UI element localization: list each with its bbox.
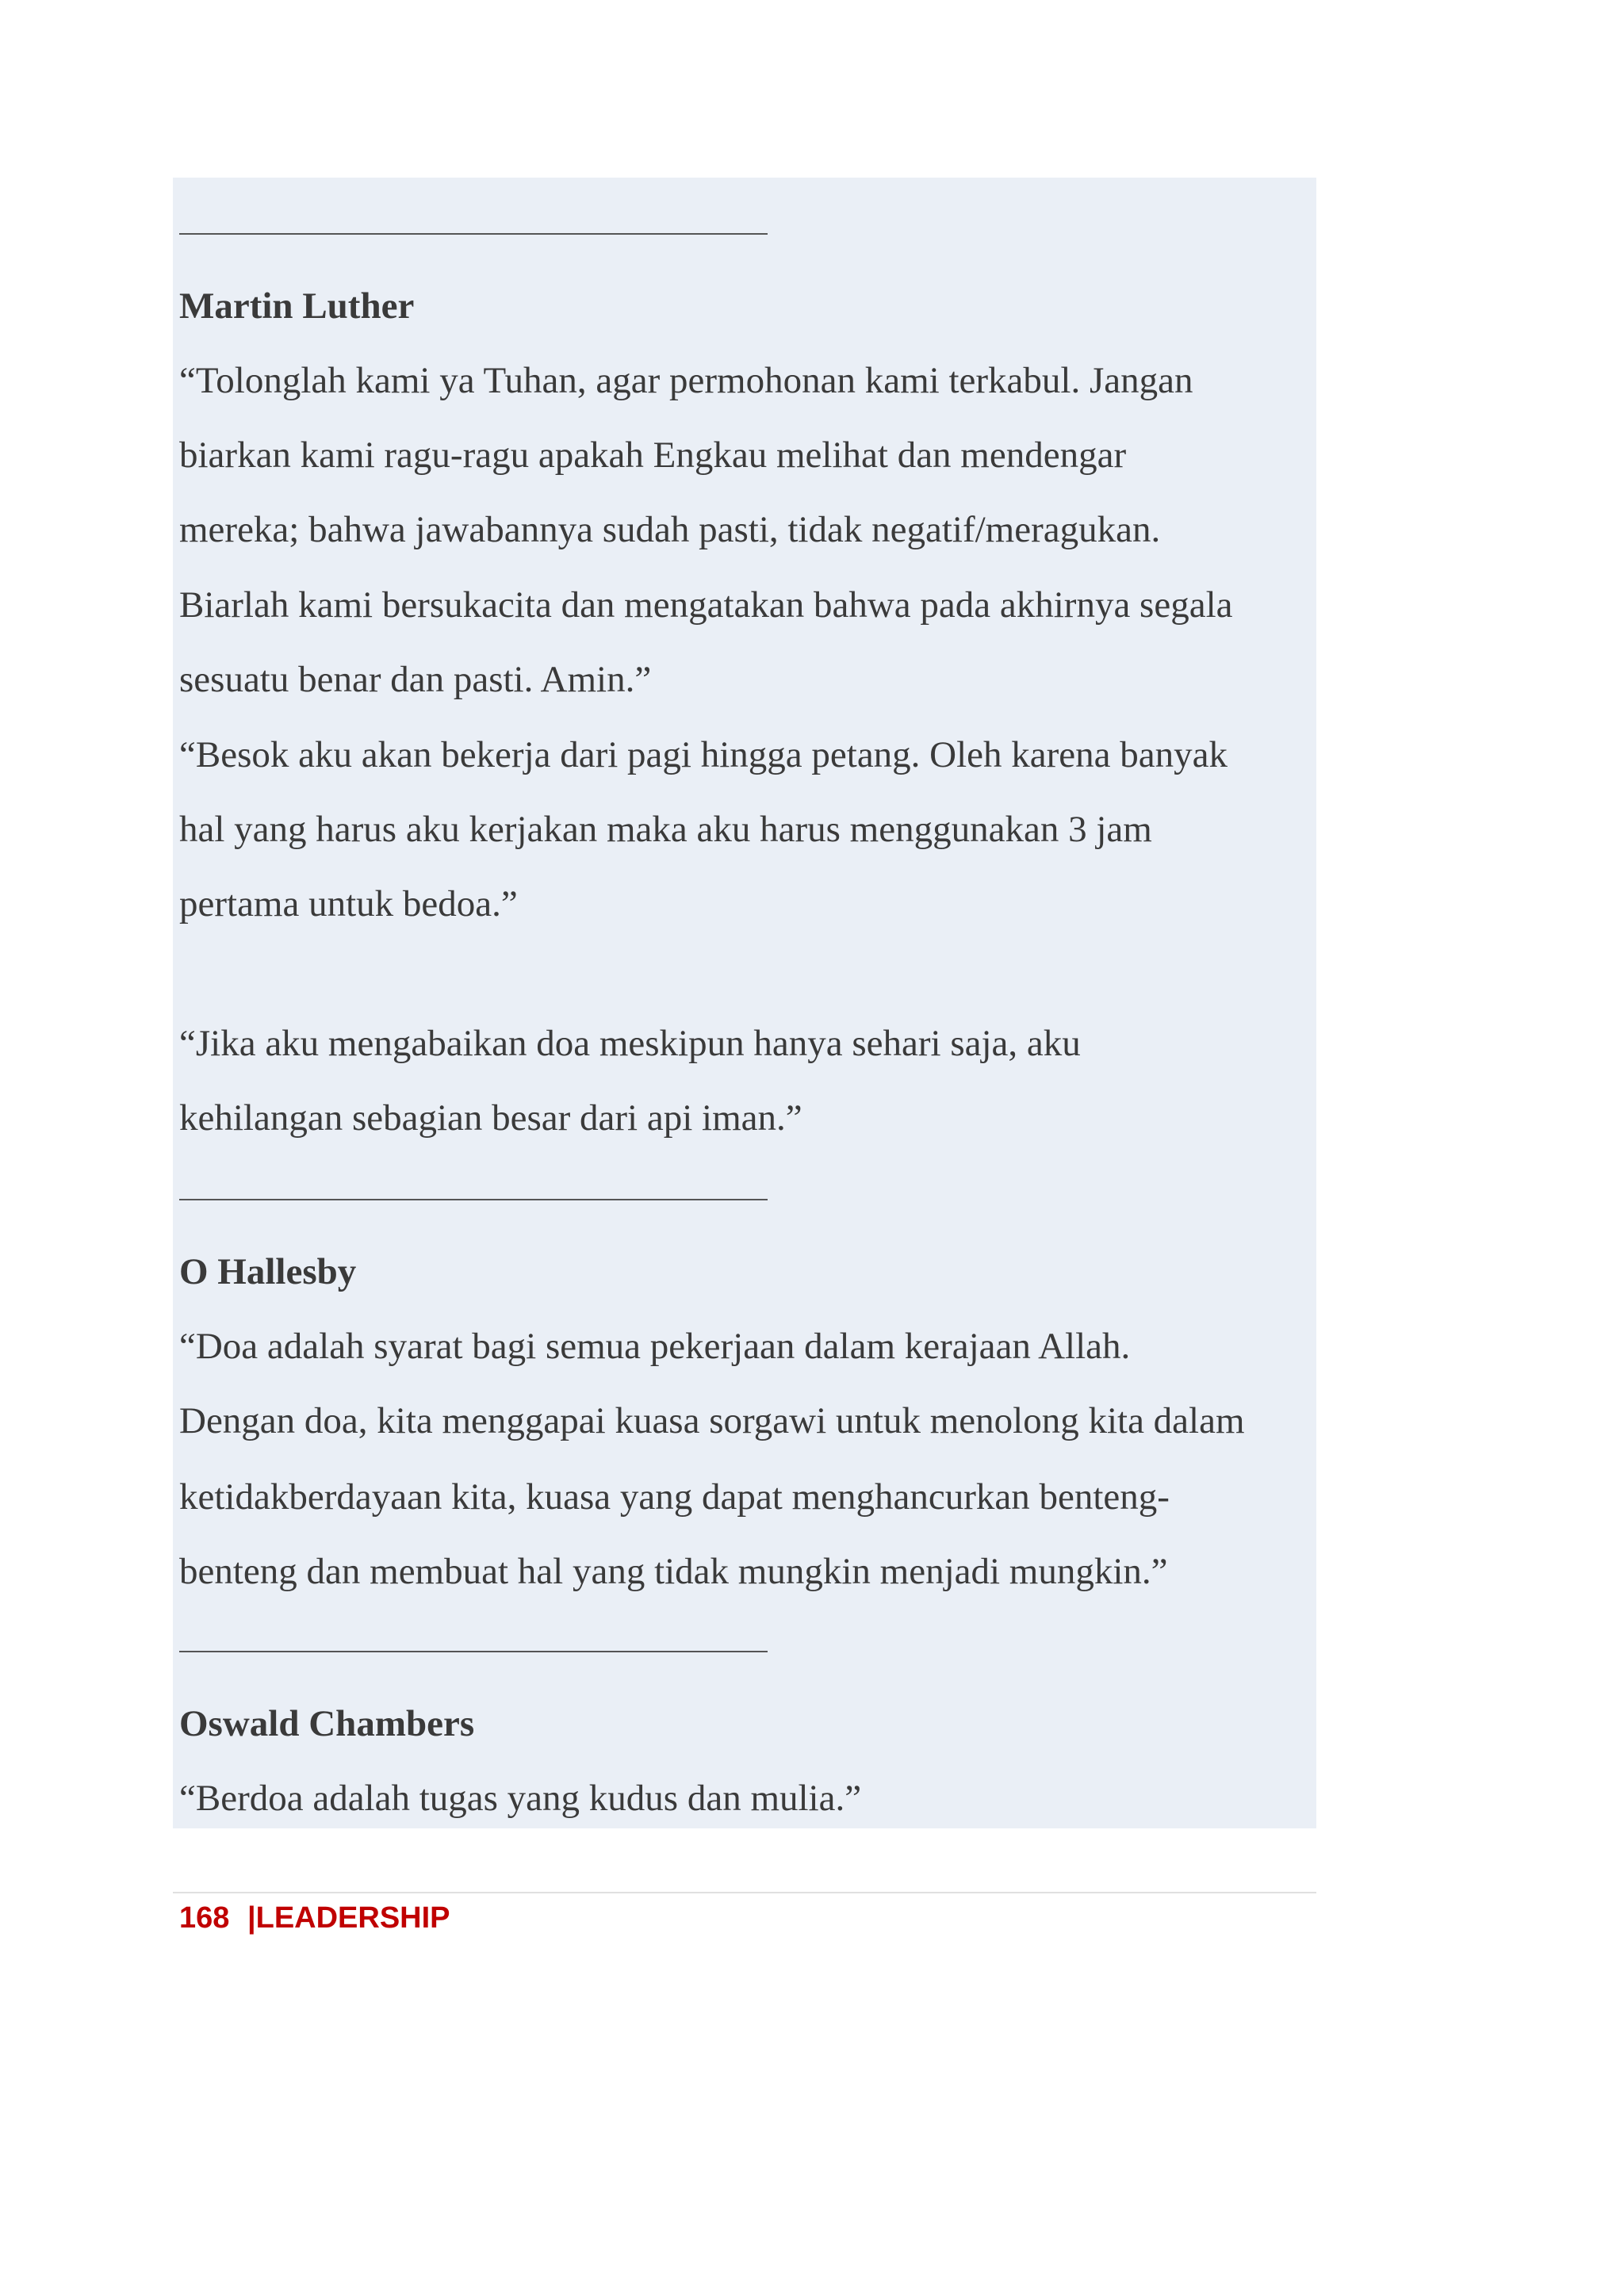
quote-line: pertama untuk bedoa.” [179, 883, 518, 924]
quote-line: “Doa adalah syarat bagi semua pekerjaan dalam kerajaan Allah. [179, 1326, 1131, 1367]
quote-line: sesuatu benar dan pasti. Amin.” [179, 659, 652, 700]
quote-line: kehilangan sebagian besar dari api iman.” [179, 1097, 802, 1139]
page-number: 168 [179, 1901, 230, 1935]
quote-line: Dengan doa, kita menggapai kuasa sorgawi untuk menolong kita dalam [179, 1400, 1245, 1441]
quote-line: “Berdoa adalah tugas yang kudus dan mulia.” [179, 1778, 862, 1819]
quote-line: “Besok aku akan bekerja dari pagi hingga petang. Oleh karena banyak [179, 734, 1228, 775]
footer-title: LEADERSHIP [255, 1901, 450, 1935]
author-heading: O Hallesby [179, 1251, 357, 1292]
quote-line: “Tolonglah kami ya Tuhan, agar permohonan kami terkabul. Jangan [179, 360, 1193, 401]
footer-separator: | [247, 1901, 256, 1935]
quote-line: Biarlah kami bersukacita dan mengatakan bahwa pada akhirnya segala [179, 584, 1233, 626]
quote-line: benteng dan membuat hal yang tidak mungkin menjadi mungkin.” [179, 1551, 1168, 1592]
section-divider [179, 1651, 768, 1652]
quote-line: “Jika aku mengabaikan doa meskipun hanya sehari saja, aku [179, 1023, 1081, 1064]
footer-divider [173, 1892, 1316, 1893]
author-heading: Oswald Chambers [179, 1703, 475, 1744]
section-divider [179, 1199, 768, 1200]
quote-line: hal yang harus aku kerjakan maka aku harus menggunakan 3 jam [179, 809, 1152, 850]
page-footer [179, 1898, 450, 1938]
section-divider [179, 233, 768, 235]
quote-line: ketidakberdayaan kita, kuasa yang dapat menghancurkan benteng- [179, 1476, 1170, 1518]
quote-line: biarkan kami ragu-ragu apakah Engkau melihat dan mendengar [179, 434, 1127, 476]
author-heading: Martin Luther [179, 285, 415, 327]
quote-line: mereka; bahwa jawabannya sudah pasti, tidak negatif/meragukan. [179, 509, 1161, 550]
